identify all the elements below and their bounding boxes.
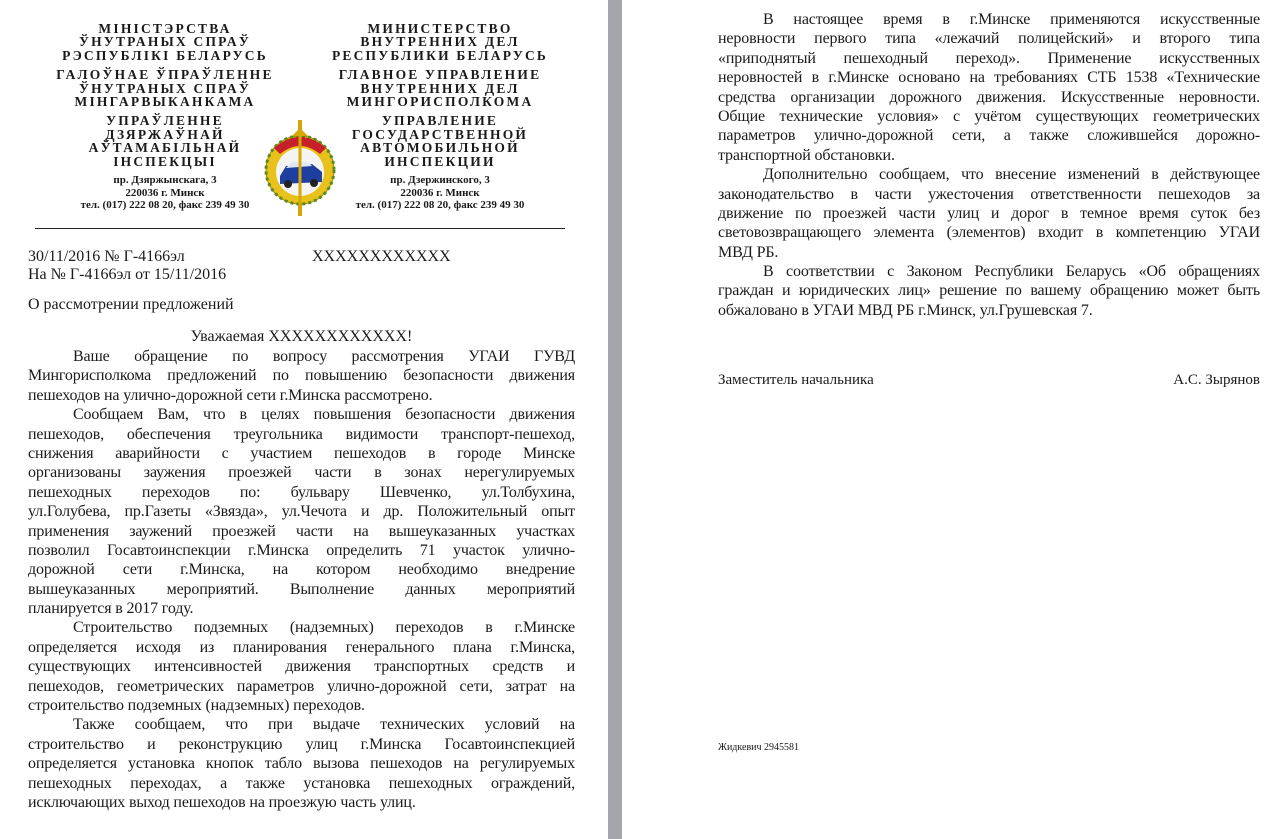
letterhead-group <box>315 68 565 108</box>
letterhead-line: РЭСПУБЛІКІ БЕЛАРУСЬ <box>62 47 268 63</box>
letterhead-line: АЎТАМАБІЛЬНАЙ <box>88 140 242 156</box>
text-line: позволил Госавтоинспекции г.Минска определить 71 участок улично- <box>28 541 575 559</box>
letterhead-line: УПРАЎЛЕННЕ <box>106 113 224 129</box>
paragraph <box>28 618 575 715</box>
signatory-position: Заместитель начальника <box>718 372 874 388</box>
letterhead-line: ГОСУДАРСТВЕННОЙ <box>351 126 529 142</box>
text-line: Ваше обращение по вопросу рассмотрения УГАИ ГУВД <box>73 348 575 365</box>
executor-note: Жидкевич 2945581 <box>718 742 800 753</box>
letterhead-line: МИНГОРИСПОЛКОМА <box>346 94 534 110</box>
document-page-1 <box>0 0 608 839</box>
text-line: определяется исходя из планирования генерального плана г.Минска, <box>28 638 575 656</box>
address-line: 220036 г. Минск <box>125 186 205 199</box>
text-line: Сообщаем Вам, что в целях повышения безопасности движения <box>73 406 575 424</box>
text-line: существующих интенсивностей движения транспортных средств и <box>28 658 575 676</box>
subject: О рассмотрении предложений <box>28 296 234 313</box>
signatory-name: А.С. Зырянов <box>1173 372 1260 388</box>
letterhead-line: ВНУТРЕННИХ ДЕЛ <box>360 34 520 50</box>
paragraph <box>718 165 1260 262</box>
text-line: пешеходов на улично-дорожной сети г.Минска рассмотрено. <box>28 386 433 404</box>
letterhead-line: ІНСПЕКЦЫІ <box>113 153 217 169</box>
letterhead-line: ДЗЯРЖАЎНАЙ <box>105 126 225 142</box>
letterhead-russian <box>315 22 565 212</box>
letterhead-address <box>40 174 290 212</box>
paragraph <box>718 10 1260 165</box>
letterhead-group <box>40 22 290 62</box>
text-line: обжаловано в УГАИ МВД РБ г.Минск, ул.Грушевская 7. <box>718 301 1093 319</box>
text-line: движение по проезжей части улиц и дорог в темное время суток без <box>718 204 1260 222</box>
letterhead-line: МИНИСТЕРСТВО <box>367 21 513 36</box>
text-line: световозвращающего элемента (элементов) входит в компетенцию УГАИ <box>718 224 1260 242</box>
text-line: дорожной сети г.Минска, на котором необходимо внедрение <box>28 561 575 579</box>
text-line: неровностей в г.Минске основано на требованиях СТБ 1538 «Технические <box>718 69 1260 87</box>
text-line: планируется в 2017 году. <box>28 600 194 618</box>
address-line: пр. Дзяржынскага, 3 <box>113 174 217 187</box>
text-line: Мингорисполкома предложений по повышению безопасности движения <box>28 367 575 385</box>
text-line: определяется установка кнопок табло вызова пешеходов на регулируемых <box>28 755 575 773</box>
paragraph <box>28 715 575 812</box>
letterhead-line: МІНІСТЭРСТВА <box>98 21 232 36</box>
text-line: исключающих выход пешеходов на проезжую часть улиц. <box>28 793 416 811</box>
letterhead-group <box>40 68 290 108</box>
salutation: Уважаемая XXXXXXXXXXXX! <box>190 328 413 345</box>
text-line: пешеходов, геометрических параметров улично-дорожной сети, затрат на <box>28 677 575 695</box>
text-line: применения заужений проезжей части на вышеуказанных участках <box>28 522 575 540</box>
text-line: граждан и юридических лиц» решение по вашему обращению может быть <box>718 282 1260 300</box>
text-line: ул.Голубева, пр.Газеты «Звязда», ул.Чечота и др. Положительный опыт <box>28 503 575 521</box>
text-line: В настоящее время в г.Минске применяются искусственные <box>763 11 1260 28</box>
address-line: пр. Дзержинского, 3 <box>390 174 490 187</box>
text-line: пешеходных переходов по: бульвару Шевченко, ул.Толбухина, <box>28 483 575 501</box>
text-line: Дополнительно сообщаем, что внесение изменений в действующее <box>763 166 1260 184</box>
text-line: строительство подземных (надземных) переходов. <box>28 697 365 715</box>
letterhead-group <box>315 114 565 168</box>
letterhead-line: ИНСПЕКЦИИ <box>384 153 496 169</box>
letterhead-line: РЕСПУБЛИКИ БЕЛАРУСЬ <box>331 47 549 63</box>
letterhead-line: ЎНУТРАНЫХ СПРАЎ <box>79 34 251 50</box>
document-page-2 <box>622 0 1280 839</box>
address-line: тел. (017) 222 08 20, факс 239 49 30 <box>80 199 250 212</box>
text-line: Общие технические условия» с учётом существующих геометрических <box>718 107 1260 125</box>
letterhead-line: АВТОМОБИЛЬНОЙ <box>360 140 520 156</box>
paragraph <box>718 262 1260 320</box>
letter-body-part-2 <box>718 10 1260 320</box>
paragraph <box>28 405 575 618</box>
recipient: XXXXXXXXXXXX <box>312 248 451 265</box>
text-line: «приподнятый пешеходный переход». Применение искусственных <box>718 49 1260 67</box>
text-line: пешеходных переходах, а также установка пешеходных ограждений, <box>28 774 575 792</box>
text-line: вышеуказанных мероприятий. Выполнение данных мероприятий <box>28 580 575 598</box>
letterhead-line: УПРАВЛЕНИЕ <box>381 113 499 129</box>
text-line: В соответствии с Законом Республики Беларусь «Об обращениях <box>763 263 1260 281</box>
letter-body-part-1 <box>28 347 575 812</box>
letterhead-line: МІНГАРВЫКАНКАМА <box>74 94 256 110</box>
letterhead-line: ЎНУТРАНЫХ СПРАЎ <box>79 80 251 96</box>
text-line: пешеходов, обеспечения треугольника видимости транспорт-пешеход, <box>28 425 575 443</box>
letterhead-group <box>40 114 290 168</box>
text-line: организованы заужения проезжей части в зонах нерегулируемых <box>28 464 575 482</box>
reply-reference: На № Г-4166эл от 15/11/2016 <box>28 266 227 283</box>
letterhead-group <box>315 22 565 62</box>
address-line: 220036 г. Минск <box>400 186 480 199</box>
paragraph <box>28 347 575 405</box>
text-line: строительство и реконструкцию улиц г.Минска Госавтоинспекцией <box>28 735 575 753</box>
letterhead-line: ГАЛОЎНАЕ ЎПРАЎЛЕННЕ <box>56 67 274 83</box>
letterhead-address <box>315 174 565 212</box>
text-line: средства организации дорожного движения. Искусственные неровности. <box>718 88 1260 106</box>
text-line: снижения аварийности с участием пешеходов в городе Минске <box>28 444 575 462</box>
text-line: Строительство подземных (надземных) переходов в г.Минске <box>73 619 575 637</box>
page-gap <box>608 0 622 839</box>
text-line: МВД РБ. <box>718 243 779 261</box>
text-line: неровности первого типа «лежачий полицейский» и второго типа <box>718 30 1260 48</box>
outgoing-number: 30/11/2016 № Г-4166эл <box>28 248 185 265</box>
text-line: транспортной обстановки. <box>718 146 895 164</box>
text-line: параметров улично-дорожной сети, а также сложившейся дорожно- <box>718 127 1260 145</box>
signature-block <box>718 372 1260 389</box>
text-line: Также сообщаем, что при выдаче технических условий на <box>73 716 575 734</box>
letterhead-belarusian <box>40 22 290 212</box>
letterhead-line: ГЛАВНОЕ УПРАВЛЕНИЕ <box>338 67 542 83</box>
text-line: законодательство в части ужесточения ответственности пешеходов за <box>718 185 1260 203</box>
letterhead-divider <box>35 228 565 229</box>
letterhead-line: ВНУТРЕННИХ ДЕЛ <box>360 80 520 96</box>
address-line: тел. (017) 222 08 20, факс 239 49 30 <box>355 199 525 212</box>
